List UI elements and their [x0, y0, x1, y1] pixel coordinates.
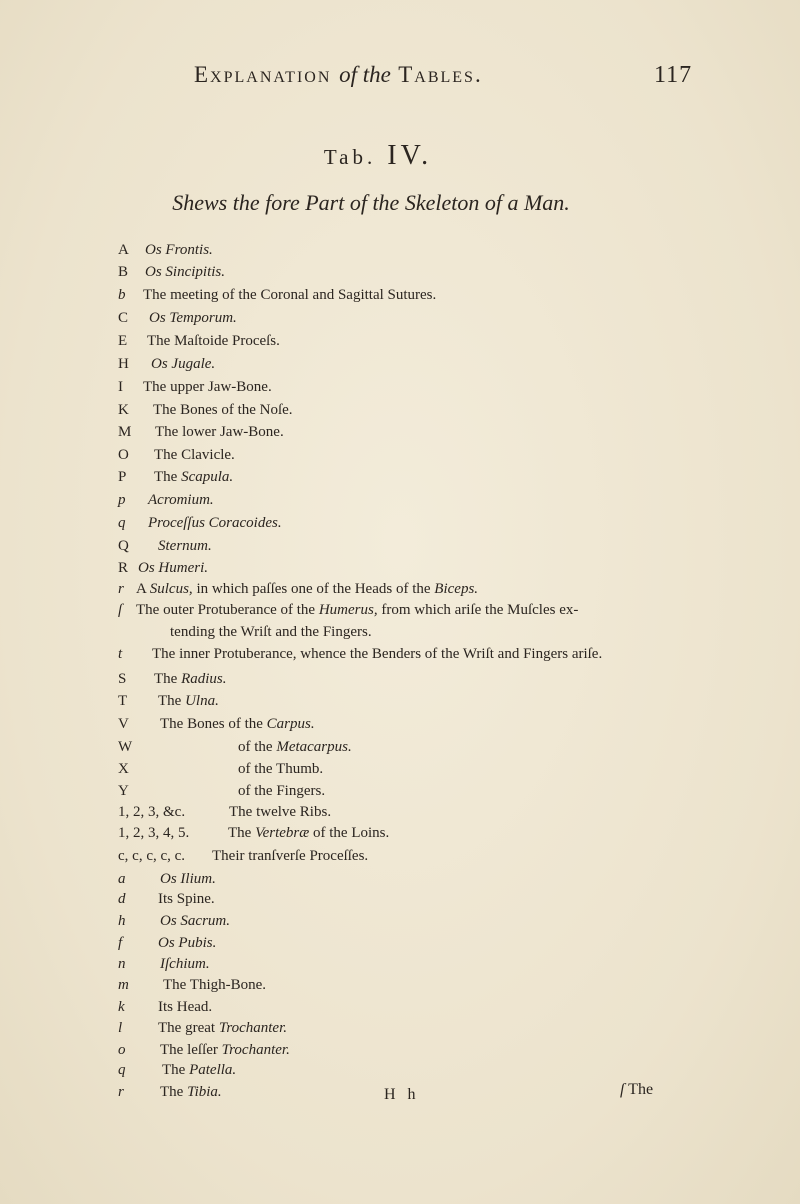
running-header: [0, 62, 800, 98]
legend-entry: [118, 600, 579, 620]
legend-entry: [118, 285, 437, 305]
legend-entry: [118, 823, 390, 843]
legend-key: 1, 2, 3, &c.: [118, 804, 186, 820]
legend-key: C: [118, 310, 129, 326]
legend-key: q: [118, 515, 126, 531]
catchword-word: The: [624, 1081, 654, 1098]
legend-term-italic: Trochanter.: [221, 1042, 290, 1058]
legend-entry: [118, 377, 272, 397]
legend-entry: [118, 240, 213, 260]
legend-entry: [118, 737, 352, 757]
legend-description: Its Head.: [158, 999, 213, 1015]
legend-description: The Bones of the Noſe.: [153, 402, 293, 418]
legend-key: ſ: [118, 602, 123, 618]
legend-text: The leſſer: [160, 1042, 222, 1058]
legend-description: [160, 1082, 222, 1102]
legend-key: E: [118, 333, 128, 349]
catchword: [620, 1081, 653, 1099]
legend-description: [238, 737, 352, 757]
legend-description: [162, 1060, 236, 1080]
legend-key: O: [118, 447, 129, 463]
legend-entry: [118, 445, 235, 465]
legend-description: Os Temporum.: [149, 310, 237, 326]
legend-description: Os Pubis.: [158, 935, 217, 951]
legend-key: X: [118, 761, 129, 777]
legend-entry: [118, 262, 226, 282]
legend-text: in which paſſes one of the Heads of the: [192, 581, 435, 597]
legend-description: Os Sincipitis.: [145, 264, 226, 280]
legend-key: b: [118, 287, 126, 303]
legend-description: The inner Protuberance, whence the Benders of the Wriſt and Fingers ariſe.: [152, 646, 603, 662]
legend-key: r: [118, 1084, 124, 1100]
legend-key: V: [118, 716, 129, 732]
legend-description: The Thigh-Bone.: [163, 977, 267, 993]
legend-entry: [118, 759, 324, 779]
legend-key: M: [118, 424, 132, 440]
legend-text: of the Loins.: [309, 825, 390, 841]
legend-key: p: [118, 492, 126, 508]
legend-description: [154, 669, 227, 689]
legend-entry: [118, 802, 332, 822]
page-number: 117: [654, 62, 693, 88]
running-title-part-b: Tables.: [398, 62, 483, 87]
legend-term-italic: Biceps.: [434, 581, 479, 597]
legend-entry: [118, 422, 284, 442]
legend-description: Os Humeri.: [138, 560, 208, 576]
legend-key: t: [118, 646, 123, 662]
legend-description: Os Ilium.: [160, 871, 216, 887]
legend-key: o: [118, 1042, 126, 1058]
running-title: [194, 62, 483, 88]
legend-entry: [118, 558, 208, 578]
legend-key: a: [118, 871, 126, 887]
legend-description: The Maſtoide Proceſs.: [147, 333, 280, 349]
legend-key: f: [118, 935, 123, 951]
legend-text: of the: [238, 739, 277, 755]
legend-description: The twelve Ribs.: [229, 804, 332, 820]
legend-key: 1, 2, 3, 4, 5.: [118, 825, 190, 841]
legend-text: The outer Protuberance of the: [136, 602, 319, 618]
legend-key: r: [118, 581, 124, 597]
legend-term-italic: Scapula.: [181, 469, 234, 485]
legend-key: R: [118, 560, 129, 576]
legend-key: P: [118, 469, 127, 485]
table-heading: [0, 140, 756, 172]
legend-text: A: [136, 581, 150, 597]
running-title-italic: of the: [339, 62, 391, 87]
legend-description: Their tranſverſe Proceſſes.: [212, 848, 369, 864]
legend-entry: [118, 308, 237, 328]
table-heading-numeral: IV.: [387, 140, 433, 171]
signature-mark: H h: [384, 1086, 420, 1103]
catchword-long-s: ſ: [620, 1081, 625, 1098]
legend-description: tending the Wriſt and the Fingers.: [170, 624, 372, 640]
legend-description: Iſchium.: [160, 956, 210, 972]
legend-term-italic: Vertebræ: [255, 825, 310, 841]
legend-entry: [118, 954, 210, 974]
legend-key: c, c, c, c, c.: [118, 848, 186, 864]
legend-term-italic: Carpus.: [266, 716, 315, 732]
legend-text: The: [158, 693, 186, 709]
legend-description: of the Thumb.: [238, 761, 324, 777]
legend-entry: [118, 1018, 288, 1038]
legend-entry: [118, 331, 280, 351]
legend-entry: [118, 714, 315, 734]
legend-description: The Clavicle.: [154, 447, 235, 463]
legend-key: m: [118, 977, 129, 993]
legend-text: The great: [158, 1020, 219, 1036]
legend-key: I: [118, 379, 123, 395]
legend-key: k: [118, 999, 125, 1015]
legend-term-italic: Sulcus,: [149, 581, 193, 597]
legend-entry: [118, 467, 234, 487]
legend-description: Os Jugale.: [151, 356, 216, 372]
legend-description: [136, 600, 578, 620]
legend-entry: [118, 669, 227, 689]
legend-entry: [118, 869, 216, 889]
legend-term-italic: Patella.: [189, 1062, 237, 1078]
legend-key: W: [118, 739, 133, 755]
legend-description: [228, 823, 389, 843]
legend-entry: [118, 997, 213, 1017]
legend-term-italic: Trochanter.: [218, 1020, 288, 1036]
legend-entry: [118, 400, 293, 420]
legend-entry: [118, 691, 219, 711]
legend-entry: [118, 579, 479, 599]
legend-term-italic: Tibia.: [187, 1084, 222, 1100]
legend-key: K: [118, 402, 129, 418]
legend-entry: [118, 1040, 290, 1060]
legend-entry: [118, 354, 216, 374]
legend-description: Proceſſus Coracoides.: [148, 515, 282, 531]
legend-entry: [118, 781, 326, 801]
legend-description: [160, 714, 315, 734]
legend-description: [154, 467, 233, 487]
legend-key: Y: [118, 783, 129, 799]
legend-entry: [118, 846, 369, 866]
legend-text: The Bones of the: [160, 716, 267, 732]
legend-entry: [118, 975, 267, 995]
legend-text: The: [154, 671, 182, 687]
legend-description: Os Frontis.: [145, 242, 213, 258]
legend-term-italic: Radius.: [181, 671, 227, 687]
legend-entry: [118, 644, 603, 664]
legend-text: The: [154, 469, 182, 485]
legend-description: Acromium.: [148, 492, 214, 508]
legend-entry: [118, 490, 214, 510]
legend-entry: [118, 513, 282, 533]
legend-description: Its Spine.: [158, 891, 215, 907]
legend-key: A: [118, 242, 129, 258]
legend-term-italic: Ulna.: [185, 693, 219, 709]
legend-key: H: [118, 356, 129, 372]
legend-key: T: [118, 693, 128, 709]
legend-description: [136, 579, 478, 599]
legend-description: of the Fingers.: [238, 783, 326, 799]
table-heading-label: Tab.: [323, 145, 377, 169]
legend-text: The: [160, 1084, 188, 1100]
legend-text: The: [162, 1062, 190, 1078]
legend-description: Os Sacrum.: [160, 913, 230, 929]
legend-entry: [118, 933, 217, 953]
legend-key: l: [118, 1020, 123, 1036]
legend-entry: [118, 889, 215, 909]
legend-text: The: [228, 825, 256, 841]
legend-description: The lower Jaw-Bone.: [155, 424, 284, 440]
legend-entry: [118, 1060, 237, 1080]
legend-description: Sternum.: [158, 538, 212, 554]
legend-key: Q: [118, 538, 129, 554]
legend-key: S: [118, 671, 127, 687]
legend-description: [158, 691, 219, 711]
legend-key: h: [118, 913, 126, 929]
legend-key: B: [118, 264, 129, 280]
running-title-part-a: Explanation: [194, 62, 332, 87]
legend-description: [158, 1018, 287, 1038]
legend-description: The upper Jaw-Bone.: [143, 379, 272, 395]
legend-key: d: [118, 891, 126, 907]
plate-subtitle: Shews the fore Part of the Skeleton of a Man.: [172, 190, 570, 215]
legend-key: n: [118, 956, 126, 972]
legend-entry: [118, 536, 212, 556]
legend-term-italic: Humerus,: [318, 602, 378, 618]
legend-description: [160, 1040, 290, 1060]
legend-entry: [118, 1082, 222, 1102]
legend-entry: [118, 911, 230, 931]
legend-term-italic: Metacarpus.: [276, 739, 352, 755]
legend-text: from which ariſe the Muſcles ex-: [377, 602, 579, 618]
legend-key: q: [118, 1062, 126, 1078]
legend-description: The meeting of the Coronal and Sagittal Sutures.: [143, 287, 437, 303]
